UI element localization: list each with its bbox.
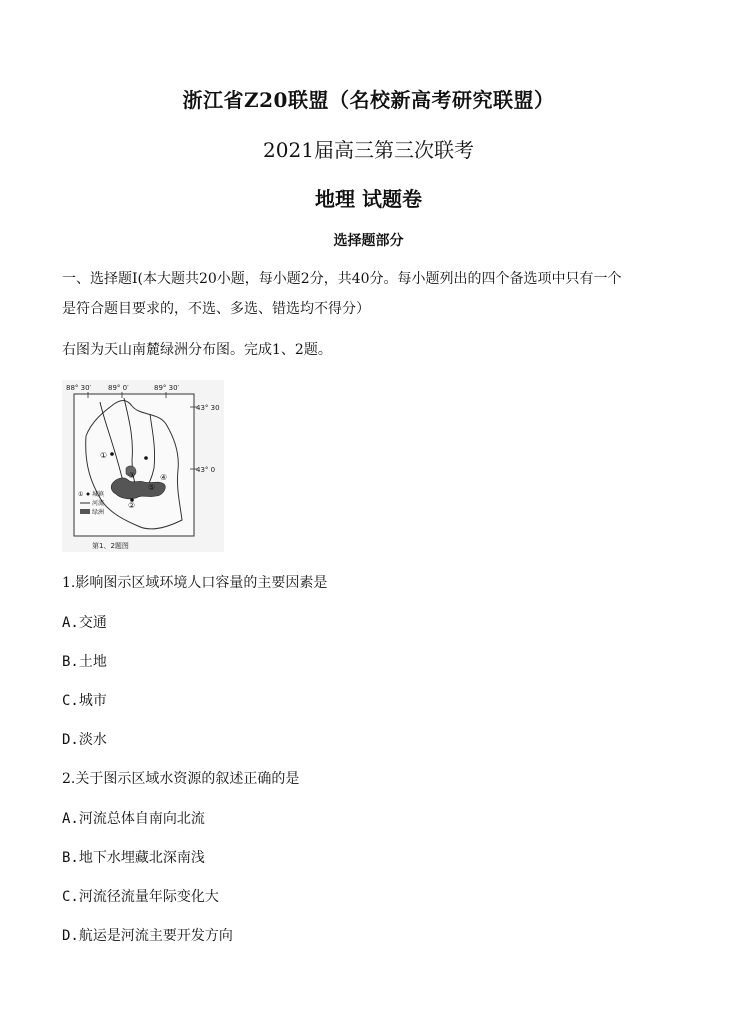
question-2-option-d: D.航运是河流主要开发方向 (62, 928, 233, 944)
town-dot (144, 456, 148, 460)
legend-town-symbol (87, 493, 90, 496)
lat-label: 43° 0 (196, 466, 216, 474)
question-1-option-a: A.交通 (62, 615, 107, 631)
marker: ① (100, 451, 108, 460)
question-2-stem: 2.关于图示区域水资源的叙述正确的是 (62, 771, 300, 787)
legend-label: 城镇 (92, 491, 105, 498)
legend-label: 绿洲 (92, 509, 105, 516)
lon-label: 89° 30′ (154, 384, 180, 392)
lon-label: 89° 0′ (108, 384, 129, 392)
legend-label: 河流 (92, 500, 105, 507)
lat-label: 43° 30 (196, 404, 220, 412)
marker: ② (128, 501, 136, 510)
legend-marker: ① (78, 491, 84, 498)
section-heading: 选择题部分 (333, 233, 404, 249)
oasis-map-figure (62, 380, 224, 552)
intro-text: 右图为天山南麓绿洲分布图。完成1、2题。 (62, 342, 332, 358)
question-1-option-b: B.土地 (62, 654, 107, 670)
question-2-option-a: A.河流总体自南向北流 (62, 811, 205, 827)
marker: ④ (160, 473, 168, 482)
exam-title-line1: 浙江省Z20联盟（名校新高考研究联盟） (182, 88, 555, 112)
oasis-map (62, 380, 224, 552)
question-2-option-b: B.地下水埋藏北深南浅 (62, 850, 205, 866)
lon-label: 88° 30′ (66, 384, 92, 392)
question-1-option-c: C.城市 (62, 693, 107, 709)
town-dot (110, 452, 114, 456)
figure-caption: 第1、2题图 (92, 542, 129, 550)
exam-title-line2: 2021届高三第三次联考 (263, 138, 474, 162)
instructions-line1: 一、选择题I(本大题共20小题，每小题2分，共40分。每小题列出的四个备选项中只有一个 (62, 271, 622, 287)
marker: ③ (128, 471, 136, 480)
legend-oasis-symbol (80, 509, 90, 514)
exam-title-line3: 地理 试题卷 (315, 187, 422, 211)
question-1-option-d: D.淡水 (62, 732, 107, 748)
instructions-line2: 是符合题目要求的，不选、多选、错选均不得分） (62, 301, 370, 317)
question-1-stem: 1.影响图示区域环境人口容量的主要因素是 (62, 575, 328, 591)
question-2-option-c: C.河流径流量年际变化大 (62, 889, 219, 905)
marker: ⑤ (148, 483, 156, 492)
